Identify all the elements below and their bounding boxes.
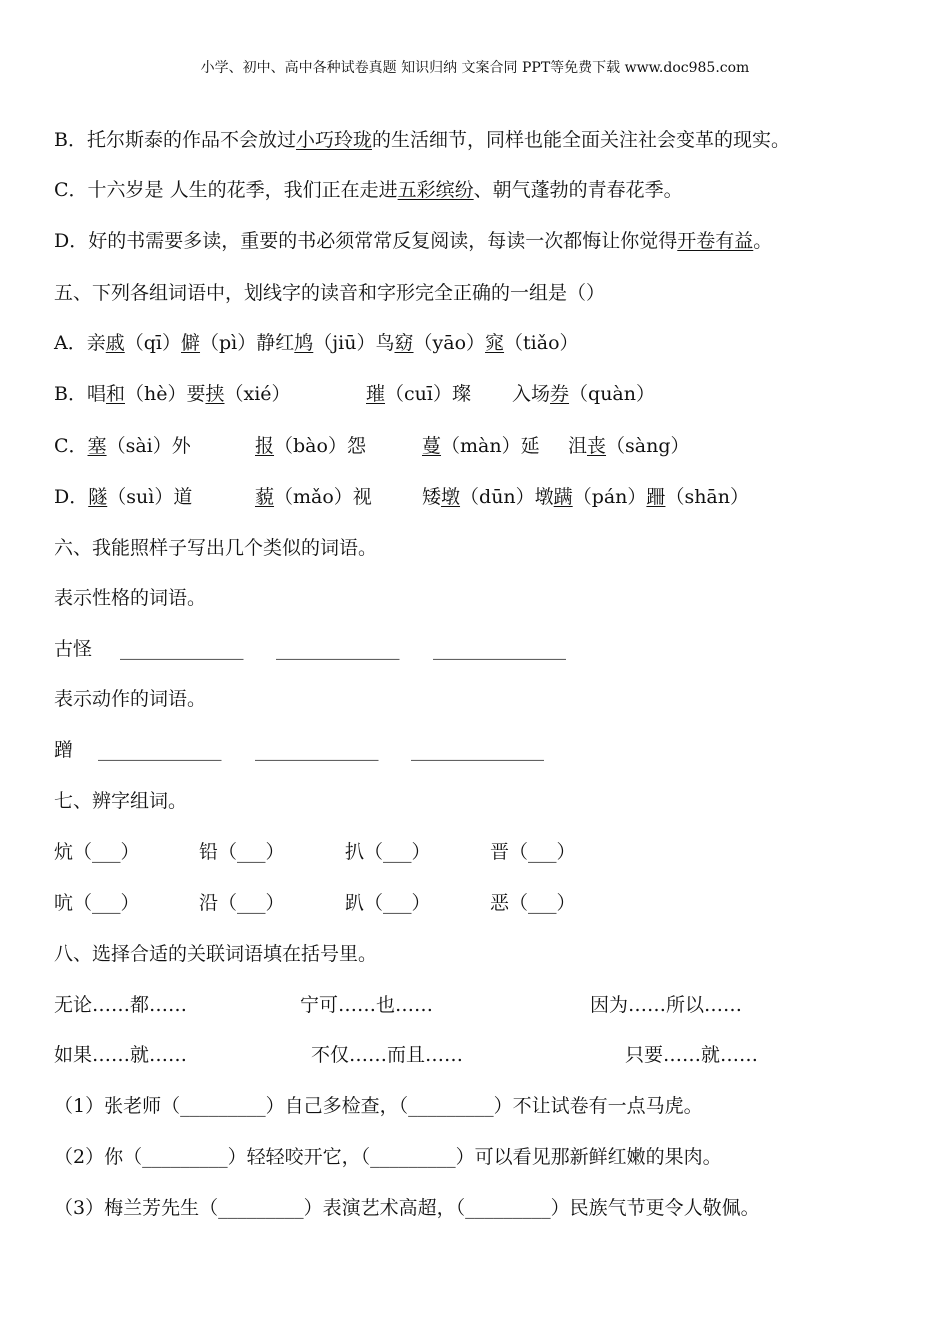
underlined-text: 僻 — [181, 332, 201, 354]
underlined-text: 蹒 — [553, 486, 573, 508]
text-segment: 沮 — [568, 435, 588, 457]
text-segment: _____________ — [276, 638, 400, 660]
text-segment: （màn）延 — [441, 435, 540, 457]
text-segment: _____________ — [98, 739, 222, 761]
text-segment: （shān） — [665, 486, 749, 508]
text-segment: 沿（___） — [199, 892, 285, 914]
text-segment: D．好的书需要多读，重要的书必须常常反复阅读，每读一次都悔让你觉得 — [54, 230, 678, 252]
underlined-text: 鸠 — [294, 332, 314, 354]
text-segment: 炕（___） — [54, 841, 140, 863]
text-segment: C． — [54, 435, 88, 457]
text-line — [54, 485, 192, 509]
underlined-text: 墩 — [441, 486, 461, 508]
text-segment: （2）你（_________）轻轻咬开它，（_________）可以看见那新鲜红嫩的果肉。 — [54, 1146, 722, 1168]
text-line — [300, 993, 433, 1017]
text-line — [54, 331, 579, 355]
text-segment: 蹭 — [54, 739, 74, 761]
text-segment: 。 — [753, 230, 773, 252]
text-line — [54, 637, 92, 661]
text-segment: 因为……所以…… — [590, 994, 743, 1016]
underlined-text: 报 — [255, 435, 275, 457]
text-line — [54, 993, 187, 1017]
text-line — [54, 840, 140, 864]
text-line — [199, 840, 285, 864]
text-line — [54, 1145, 722, 1169]
underlined-text: 五彩缤纷 — [397, 179, 474, 201]
text-segment: （mǎo）视 — [274, 486, 372, 508]
text-line — [54, 789, 187, 813]
text-segment: A．亲 — [54, 332, 106, 354]
text-line — [490, 891, 576, 915]
text-segment: 恶（___） — [490, 892, 576, 914]
text-segment: （tiǎo） — [504, 332, 579, 354]
underlined-text: 丧 — [587, 435, 607, 457]
text-line — [54, 178, 683, 202]
text-segment: _____________ — [120, 638, 244, 660]
text-line — [54, 1094, 703, 1118]
text-segment: 八、选择合适的关联词语填在括号里。 — [54, 943, 378, 965]
text-line — [54, 536, 377, 560]
text-line — [422, 485, 749, 509]
text-line — [625, 1043, 758, 1067]
underlined-text: 跚 — [646, 486, 666, 508]
underlined-text: 塞 — [87, 435, 107, 457]
text-segment: 宁可……也…… — [300, 994, 434, 1016]
text-line — [345, 840, 431, 864]
text-segment: （dūn）墩 — [460, 486, 554, 508]
text-line — [54, 382, 291, 406]
underlined-text: 开卷有益 — [677, 230, 754, 252]
text-line — [199, 891, 285, 915]
text-segment: 五、下列各组词语中，划线字的读音和字形完全正确的一组是（） — [54, 282, 606, 304]
text-line — [512, 382, 655, 406]
text-segment: 无论……都…… — [54, 994, 188, 1016]
text-segment: （pán） — [572, 486, 647, 508]
text-segment: 趴（___） — [345, 892, 431, 914]
text-line — [54, 1043, 187, 1067]
text-line — [120, 637, 244, 661]
text-segment: B．唱 — [54, 383, 106, 405]
text-segment: （3）梅兰芳先生（_________）表演艺术高超，（_________）民族气节更令人敬佩。 — [54, 1197, 760, 1219]
text-segment: 表示性格的词语。 — [54, 587, 207, 609]
text-line — [255, 485, 372, 509]
text-segment: （pì）静红 — [200, 332, 295, 354]
text-segment: 吭（___） — [54, 892, 140, 914]
text-line — [54, 586, 206, 610]
text-segment: 表示动作的词语。 — [54, 688, 207, 710]
text-line — [98, 738, 222, 762]
underlined-text: 窕 — [485, 332, 505, 354]
text-line — [490, 840, 576, 864]
text-segment: C．十六岁是 人生的花季，我们正在走进 — [54, 179, 398, 201]
underlined-text: 璀 — [366, 383, 386, 405]
text-segment: （xié） — [224, 383, 291, 405]
underlined-text: 窈 — [394, 332, 414, 354]
text-line — [255, 434, 366, 458]
text-segment: （1）张老师（_________）自己多检查，（_________）不让试卷有一点马虎。 — [54, 1095, 703, 1117]
underlined-text: 藐 — [255, 486, 275, 508]
underlined-text: 小巧玲珑 — [295, 129, 372, 151]
text-line — [311, 1043, 463, 1067]
text-line — [54, 942, 377, 966]
text-line — [54, 1196, 760, 1220]
text-segment: （suì）道 — [107, 486, 193, 508]
text-segment: （cuī）璨 — [385, 383, 471, 405]
text-line — [568, 434, 690, 458]
text-segment: （sài）外 — [106, 435, 191, 457]
text-segment: （yāo） — [413, 332, 486, 354]
text-line — [422, 434, 540, 458]
text-segment: 矮 — [422, 486, 442, 508]
underlined-text: 券 — [550, 383, 570, 405]
text-segment: 如果……就…… — [54, 1044, 188, 1066]
text-line — [54, 738, 73, 762]
text-line — [255, 738, 379, 762]
text-segment: 扒（___） — [345, 841, 431, 863]
text-line — [590, 993, 742, 1017]
underlined-text: 和 — [105, 383, 125, 405]
text-segment: 不仅……而且…… — [311, 1044, 464, 1066]
text-segment: 只要……就…… — [625, 1044, 759, 1066]
text-line — [54, 891, 140, 915]
text-line — [411, 738, 544, 762]
underlined-text: 戚 — [105, 332, 125, 354]
text-segment: D． — [54, 486, 89, 508]
text-line — [366, 382, 471, 406]
text-line — [54, 128, 790, 152]
text-line — [433, 637, 566, 661]
text-segment: 入场 — [512, 383, 551, 405]
text-segment: _____________ — [255, 739, 379, 761]
text-segment: （sàng） — [606, 435, 690, 457]
text-segment: 古怪 — [54, 638, 93, 660]
text-segment: 六、我能照样子写出几个类似的词语。 — [54, 537, 378, 559]
text-line — [276, 637, 400, 661]
text-segment: 铅（___） — [199, 841, 285, 863]
text-segment: ______________ — [433, 638, 566, 660]
text-segment: 的生活细节，同样也能全面关注社会变革的现实。 — [371, 129, 790, 151]
text-segment: （hè）要 — [124, 383, 206, 405]
text-line — [54, 687, 206, 711]
underlined-text: 挟 — [205, 383, 225, 405]
text-line — [54, 229, 772, 253]
text-segment: ______________ — [411, 739, 544, 761]
text-segment: B．托尔斯泰的作品不会放过 — [54, 129, 296, 151]
text-segment: 七、辨字组词。 — [54, 790, 188, 812]
text-segment: （jiū）鸟 — [313, 332, 395, 354]
text-line — [345, 891, 431, 915]
text-segment: 、朝气蓬勃的青春花季。 — [473, 179, 683, 201]
underlined-text: 隧 — [88, 486, 108, 508]
text-segment: 晋（___） — [490, 841, 576, 863]
text-line — [54, 281, 605, 305]
text-segment: （quàn） — [569, 383, 655, 405]
underlined-text: 蔓 — [422, 435, 442, 457]
page-header: 小学、初中、高中各种试卷真题 知识归纳 文案合同 PPT等免费下载 www.doc985.com — [200, 60, 750, 76]
text-segment: （bào）怨 — [274, 435, 366, 457]
text-line — [54, 434, 191, 458]
text-segment: （qī） — [124, 332, 181, 354]
